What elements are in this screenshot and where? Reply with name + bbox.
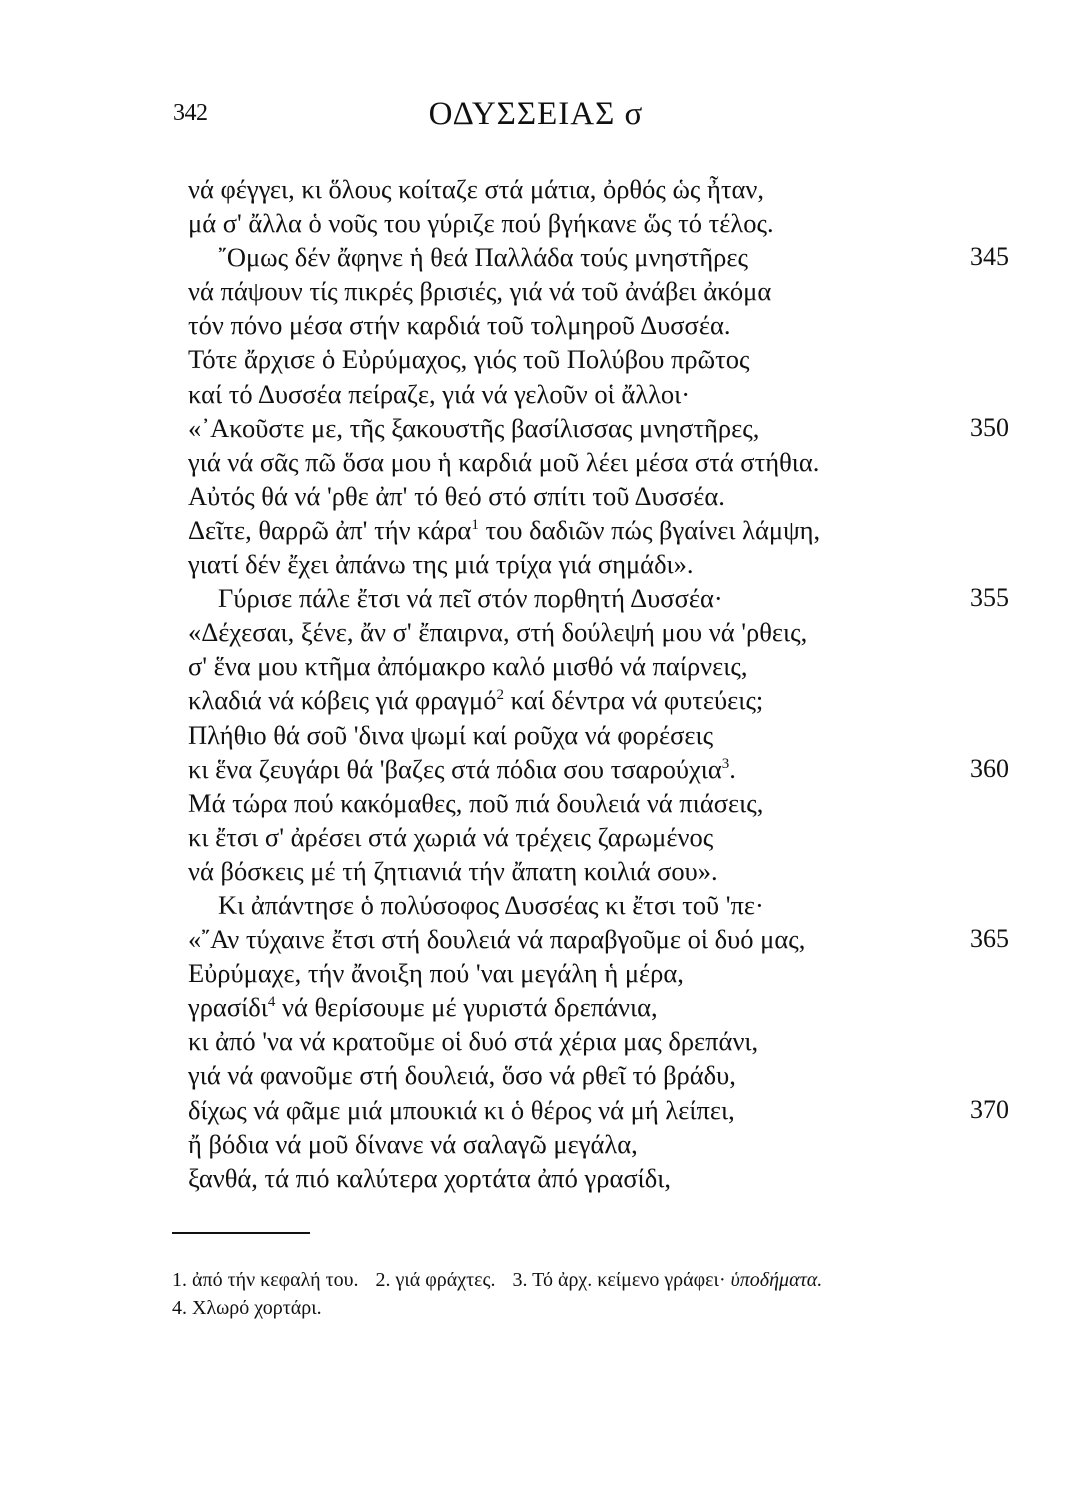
- verse-text: κλαδιά νά κόβεις γιά φραγμό: [188, 685, 497, 716]
- verse-line: [188, 1127, 1048, 1161]
- footnote-line-2: [172, 1294, 822, 1322]
- verse-line: [188, 649, 1048, 683]
- verse-text: γρασίδι: [188, 992, 268, 1023]
- verse-text: νά φέγγει, κι ὅλους κοίταζε στά μάτια, ὀρθός ὡς ἦταν,: [188, 174, 765, 204]
- running-head: ΟΔΥΣΣΕΙΑΣ σ: [428, 96, 644, 132]
- verse-line: [188, 411, 1048, 445]
- verse-line: [188, 240, 1048, 274]
- verse-line: [188, 581, 1048, 615]
- verse-text: Δεῖτε, θαρρῶ ἀπ' τήν κάρα: [188, 514, 472, 545]
- verse-text: Πλήθιο θά σοῦ 'δινα ψωμί καί ροῦχα νά φορέσεις: [188, 719, 714, 750]
- verse-line: [188, 1024, 1048, 1058]
- verse-text: ῎Ομως δέν ἄφηνε ἡ θεά Παλλάδα τούς μνηστῆρες: [218, 242, 748, 273]
- verse-line: [188, 786, 1048, 820]
- footnote-1: 1. ἀπό τήν κεφαλή του.: [172, 1269, 359, 1291]
- line-number: 345: [970, 242, 1009, 272]
- verse-line: [188, 1161, 1048, 1195]
- verse-text-continued: καί δέντρα νά φυτεύεις;: [504, 685, 764, 716]
- verse-text: «᾿Ακοῦστε με, τῆς ξακουστῆς βασίλισσας μνηστῆρες,: [188, 412, 760, 443]
- verse-text: γιά νά σᾶς πῶ ὅσα μου ἡ καρδιά μοῦ λέει μέσα στά στήθια.: [188, 446, 820, 477]
- verse-text: Εὐρύμαχε, τήν ἄνοιξη πού 'ναι μεγάλη ἡ μέρα,: [188, 958, 684, 989]
- verse-line: [188, 990, 1048, 1024]
- verse-text: δίχως νά φᾶμε μιά μπουκιά κι ὁ θέρος νά μή λείπει,: [188, 1094, 735, 1125]
- footnote-marker: 1: [471, 516, 479, 533]
- verse-line: [188, 342, 1048, 376]
- verse-text-continued: .: [729, 753, 736, 784]
- verse-line: [188, 683, 1048, 717]
- verse-text: καί τό Δυσσέα πείραζε, γιά νά γελοῦν οἱ ἄλλοι·: [188, 378, 691, 409]
- line-number: 360: [970, 753, 1009, 783]
- verse-text: κι ἔτσι σ' ἀρέσει στά χωριά νά τρέχεις ζαρωμένος: [188, 821, 714, 852]
- line-number: 365: [970, 924, 1009, 954]
- verse-line: [188, 718, 1048, 752]
- footnotes: [172, 1266, 822, 1322]
- verse-text: νά πάψουν τίς πικρές βρισιές, γιά νά τοῦ ἀνάβει ἀκόμα: [188, 276, 772, 307]
- verse-line: [188, 479, 1048, 513]
- footnote-3-italic: ὑποδήματα.: [730, 1269, 823, 1291]
- verse-line: [188, 172, 1048, 206]
- verse-text: Κι ἀπάντησε ὁ πολύσοφος Δυσσέας κι ἔτσι τοῦ 'πε·: [218, 889, 764, 920]
- verse-line: [188, 308, 1048, 342]
- footnote-marker: 2: [496, 687, 505, 704]
- verse-text: κι ἕνα ζευγάρι θά 'βαζες στά πόδια σου τσαρούχια: [188, 753, 722, 784]
- verse-line: [188, 1058, 1048, 1092]
- verse-text: κι ἀπό 'να νά κρατοῦμε οἱ δυό στά χέρια μας δρεπάνι,: [188, 1026, 759, 1057]
- line-number: 355: [970, 583, 1009, 613]
- verse-text-continued: του δαδιῶν πώς βγαίνει λάμψη,: [478, 514, 821, 545]
- verse-text: Γύρισε πάλε ἔτσι νά πεῖ στόν πορθητή Δυσσέα·: [218, 583, 723, 614]
- page-number: 342: [173, 100, 208, 126]
- verse-text: Μά τώρα πού κακόμαθες, ποῦ πιά δουλειά νά πιάσεις,: [188, 787, 764, 818]
- verse-line: [188, 274, 1048, 308]
- verse-text: γιατί δέν ἔχει ἀπάνω της μιά τρίχα γιά σημάδι».: [188, 549, 694, 580]
- verse-line: [188, 206, 1048, 240]
- verse-text: γιά νά φανοῦμε στή δουλειά, ὅσο νά ρθεῖ τό βράδυ,: [188, 1060, 736, 1091]
- verse-line: [188, 752, 1048, 786]
- verse-line: [188, 513, 1048, 547]
- verse-text: ἤ βόδια νά μοῦ δίνανε νά σαλαγῶ μεγάλα,: [188, 1128, 638, 1159]
- verse-text: τόν πόνο μέσα στήν καρδιά τοῦ τολμηροῦ Δυσσέα.: [188, 310, 731, 341]
- verse-text: νά βόσκεις μέ τή ζητιανιά τήν ἄπατη κοιλιά σου».: [188, 855, 718, 886]
- verse-line: [188, 854, 1048, 888]
- line-number: 350: [970, 412, 1009, 442]
- verse-line: [188, 1093, 1048, 1127]
- footnote-rule: [172, 1232, 310, 1234]
- verse-line: [188, 956, 1048, 990]
- verse-line: [188, 820, 1048, 854]
- verse-line: [188, 377, 1048, 411]
- footnote-2: 2. γιά φράχτες.: [375, 1269, 496, 1291]
- footnote-3: 3. Τό ἀρχ. κείμενο γράφει·: [512, 1269, 726, 1291]
- verse-line: [188, 615, 1048, 649]
- verse-block: [188, 172, 1048, 1195]
- verse-line: [188, 922, 1048, 956]
- verse-line: [188, 547, 1048, 581]
- verse-text: μά σ' ἄλλα ὁ νοῦς του γύριζε πού βγήκανε ὥς τό τέλος.: [188, 208, 774, 239]
- verse-text: «Δέχεσαι, ξένε, ἄν σ' ἔπαιρνα, στή δούλεψή μου νά 'ρθεις,: [188, 617, 808, 648]
- line-number: 370: [970, 1094, 1009, 1124]
- verse-text-continued: νά θερίσουμε μέ γυριστά δρεπάνια,: [275, 992, 658, 1023]
- verse-line: [188, 888, 1048, 922]
- footnote-marker: 3: [721, 755, 730, 772]
- footnote-marker: 4: [267, 994, 276, 1011]
- verse-text: «῎Αν τύχαινε ἔτσι στή δουλειά νά παραβγοῦμε οἱ δυό μας,: [188, 924, 806, 955]
- footnote-4: 4. Χλωρό χορτάρι.: [172, 1297, 322, 1319]
- verse-text: Τότε ἄρχισε ὁ Εὐρύμαχος, γιός τοῦ Πολύβου πρῶτος: [188, 344, 750, 375]
- verse-text: σ' ἕνα μου κτῆμα ἀπόμακρο καλό μισθό νά παίρνεις,: [188, 651, 748, 682]
- footnote-line-1: [172, 1266, 822, 1294]
- verse-text: Αὐτός θά νά 'ρθε ἀπ' τό θεό στό σπίτι τοῦ Δυσσέα.: [188, 480, 725, 511]
- verse-text: ξανθά, τά πιό καλύτερα χορτάτα ἀπό γρασίδι,: [188, 1162, 672, 1193]
- verse-line: [188, 445, 1048, 479]
